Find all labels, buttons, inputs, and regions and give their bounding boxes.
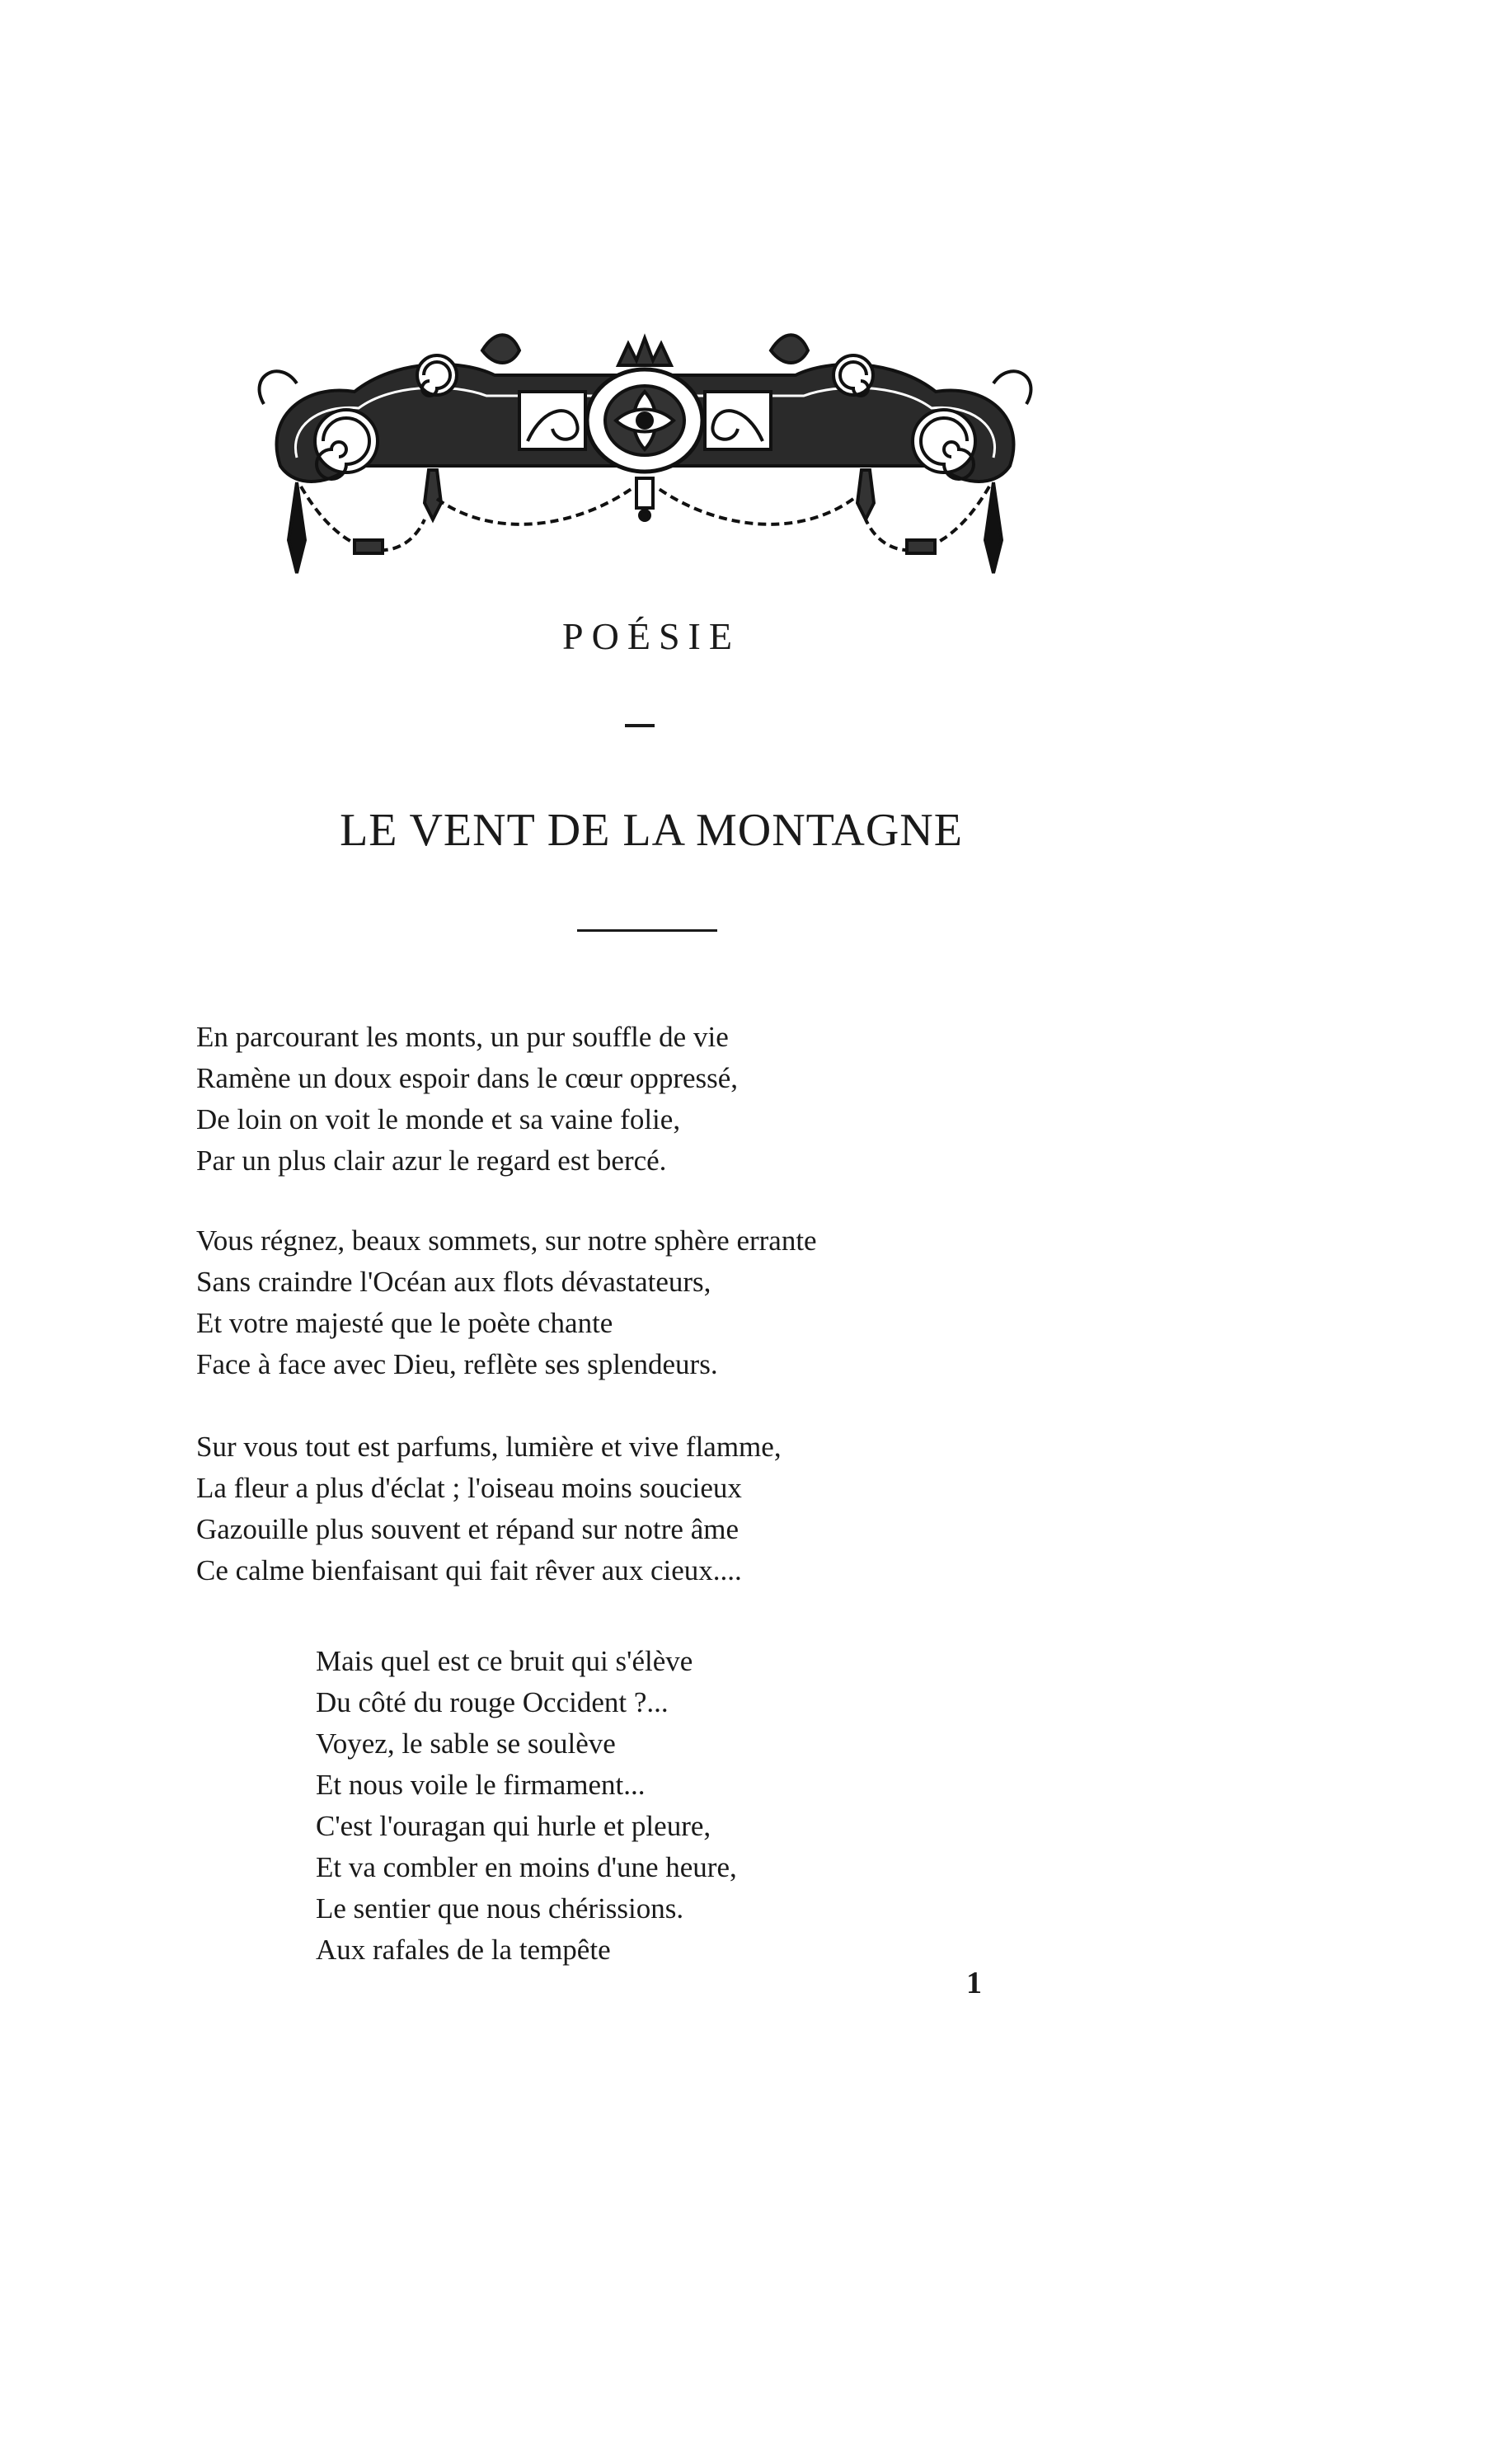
poem-line: Le sentier que nous chérissions.	[316, 1892, 684, 1925]
poem-line: Sur vous tout est parfums, lumière et vive flamme,	[196, 1431, 782, 1463]
poem-stanza-2	[196, 1220, 817, 1385]
poem-line: Ramène un doux espoir dans le cœur oppressé,	[196, 1062, 739, 1094]
poem-line: Sans craindre l'Océan aux flots dévastateurs,	[196, 1266, 711, 1298]
poem-stanza-4	[316, 1641, 737, 1971]
ornamental-headpiece-icon	[247, 326, 1043, 590]
title-rule	[577, 929, 717, 932]
section-title: POÉSIE	[562, 615, 740, 657]
poem-line: La fleur a plus d'éclat ; l'oiseau moins soucieux	[196, 1472, 742, 1504]
poem-line: De loin on voit le monde et sa vaine folie,	[196, 1103, 681, 1135]
poem-line: Voyez, le sable se soulève	[316, 1727, 616, 1760]
poem-line: Et va combler en moins d'une heure,	[316, 1851, 737, 1883]
poem-title: LE VENT DE LA MONTAGNE	[340, 805, 963, 856]
poem-line: Et votre majesté que le poète chante	[196, 1307, 613, 1339]
poem-line: Par un plus clair azur le regard est bercé.	[196, 1144, 667, 1177]
page-number: 1	[966, 1966, 982, 2000]
poem-line: Gazouille plus souvent et répand sur notre âme	[196, 1513, 739, 1545]
poem-line: C'est l'ouragan qui hurle et pleure,	[316, 1810, 711, 1842]
title-separator-dash	[625, 724, 655, 727]
poem-line: Et nous voile le firmament...	[316, 1769, 646, 1801]
poem-line: Ce calme bienfaisant qui fait rêver aux cieux....	[196, 1554, 742, 1586]
poem-line: Aux rafales de la tempête	[316, 1934, 611, 1966]
poem-line: Mais quel est ce bruit qui s'élève	[316, 1645, 693, 1677]
poem-line: Face à face avec Dieu, reflète ses splendeurs.	[196, 1348, 718, 1380]
poem-line: Du côté du rouge Occident ?...	[316, 1686, 669, 1718]
poem-line: En parcourant les monts, un pur souffle de vie	[196, 1021, 729, 1053]
poem-line: Vous régnez, beaux sommets, sur notre sphère errante	[196, 1224, 817, 1257]
poem-stanza-1	[196, 1017, 738, 1182]
poem-stanza-3	[196, 1426, 782, 1591]
